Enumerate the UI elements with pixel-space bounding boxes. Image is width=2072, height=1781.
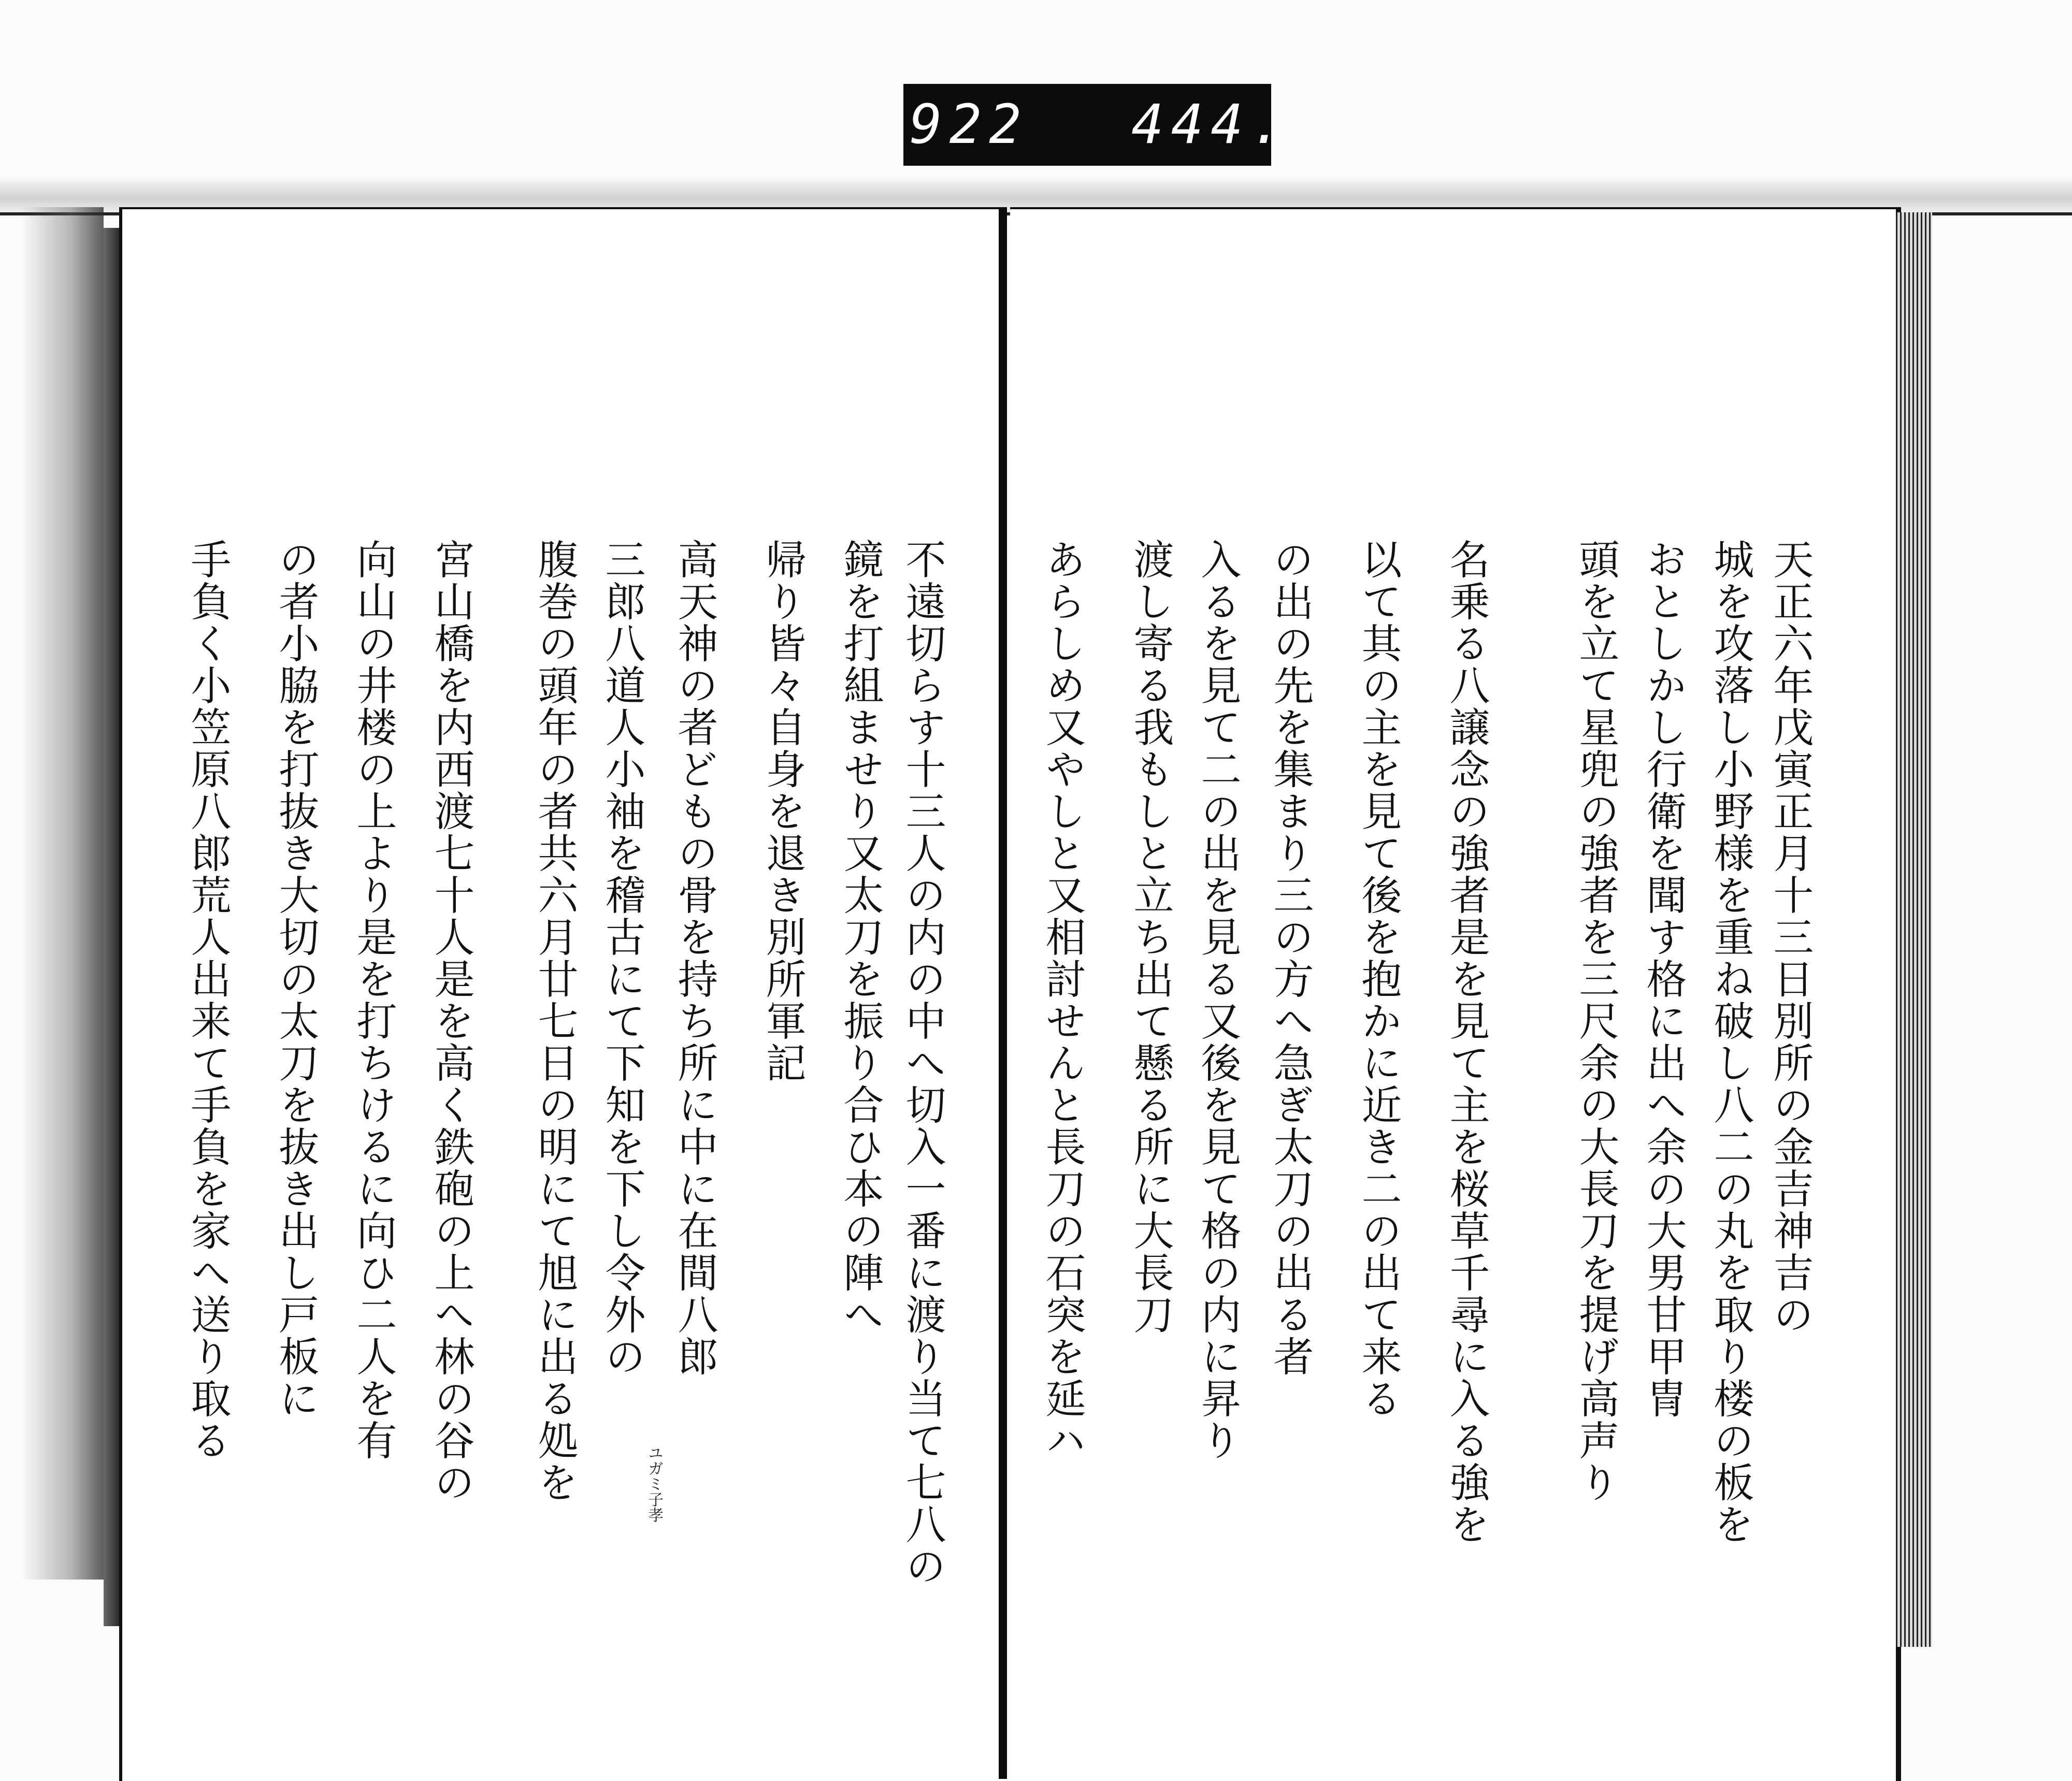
text-column: 城を攻落し小野様を重ね破し八二の丸を取り楼の板を	[1707, 539, 1754, 1545]
text-column: 頭を立て星兜の強者を三尺余の大長刀を提げ高声り	[1572, 539, 1619, 1503]
call-number-right: 444.	[1131, 93, 1290, 156]
text-column: の出の先を集まり三の方へ急ぎ太刀の出る者	[1267, 539, 1314, 1378]
text-column: 高天神の者どもの骨を持ち所に中に在間八郎	[671, 539, 718, 1378]
text-column: 名乗る八譲念の強者是を見て主を桜草千尋に入る強を	[1443, 539, 1490, 1545]
text-column: 腹巻の頭年の者共六月廿七日の明にて旭に出る処を	[531, 539, 578, 1503]
book-gutter	[999, 207, 1007, 1779]
text-column: 入るを見て二の出を見る又後を見て格の内に昇り	[1194, 539, 1241, 1461]
text-column: 帰り皆々自身を退き別所軍記	[759, 539, 806, 1084]
text-column: 手負く小笠原八郎荒人出来て手負を家へ送り取る	[184, 539, 231, 1461]
book-cover-edge	[104, 228, 121, 1626]
text-column: 渡し寄る我もしと立ち出て懸る所に大長刀	[1127, 539, 1174, 1336]
call-number-label	[903, 84, 1290, 166]
text-column: 三郎八道人小袖を稽古にて下知を下し令外の	[598, 539, 645, 1378]
text-column: の者小脇を打抜き大切の太刀を抜き出し戸板に	[272, 539, 319, 1420]
text-column: おとしかし行衛を聞す格に出へ余の大男甘甲冑	[1639, 539, 1687, 1420]
text-column: 天正六年戊寅正月十三日別所の金吉神吉の	[1766, 539, 1814, 1336]
text-column: 鏡を打組ませり又太刀を振り合ひ本の陣へ	[837, 539, 884, 1336]
text-column: 以て其の主を見て後を抱かに近き二の出て来る	[1355, 539, 1402, 1420]
text-column: 向山の井楼の上より是を打ちけるに向ひ二人を有	[350, 539, 397, 1461]
page-stack-edge	[1896, 212, 1932, 1647]
call-number-left: 922	[910, 93, 1029, 156]
ruby-annotation: ユガミ子孝	[645, 1445, 663, 1523]
book-spine-shadow	[21, 207, 104, 1580]
text-column: あらしめ又やしと又相討せんと長刀の石突を延ハ	[1039, 539, 1086, 1461]
text-column: 宮山橋を内西渡七十人是を高く鉄砲の上へ林の谷の	[427, 539, 474, 1503]
text-column: 不遠切らす十三人の内の中へ切入一番に渡り当て七八の	[899, 539, 946, 1587]
